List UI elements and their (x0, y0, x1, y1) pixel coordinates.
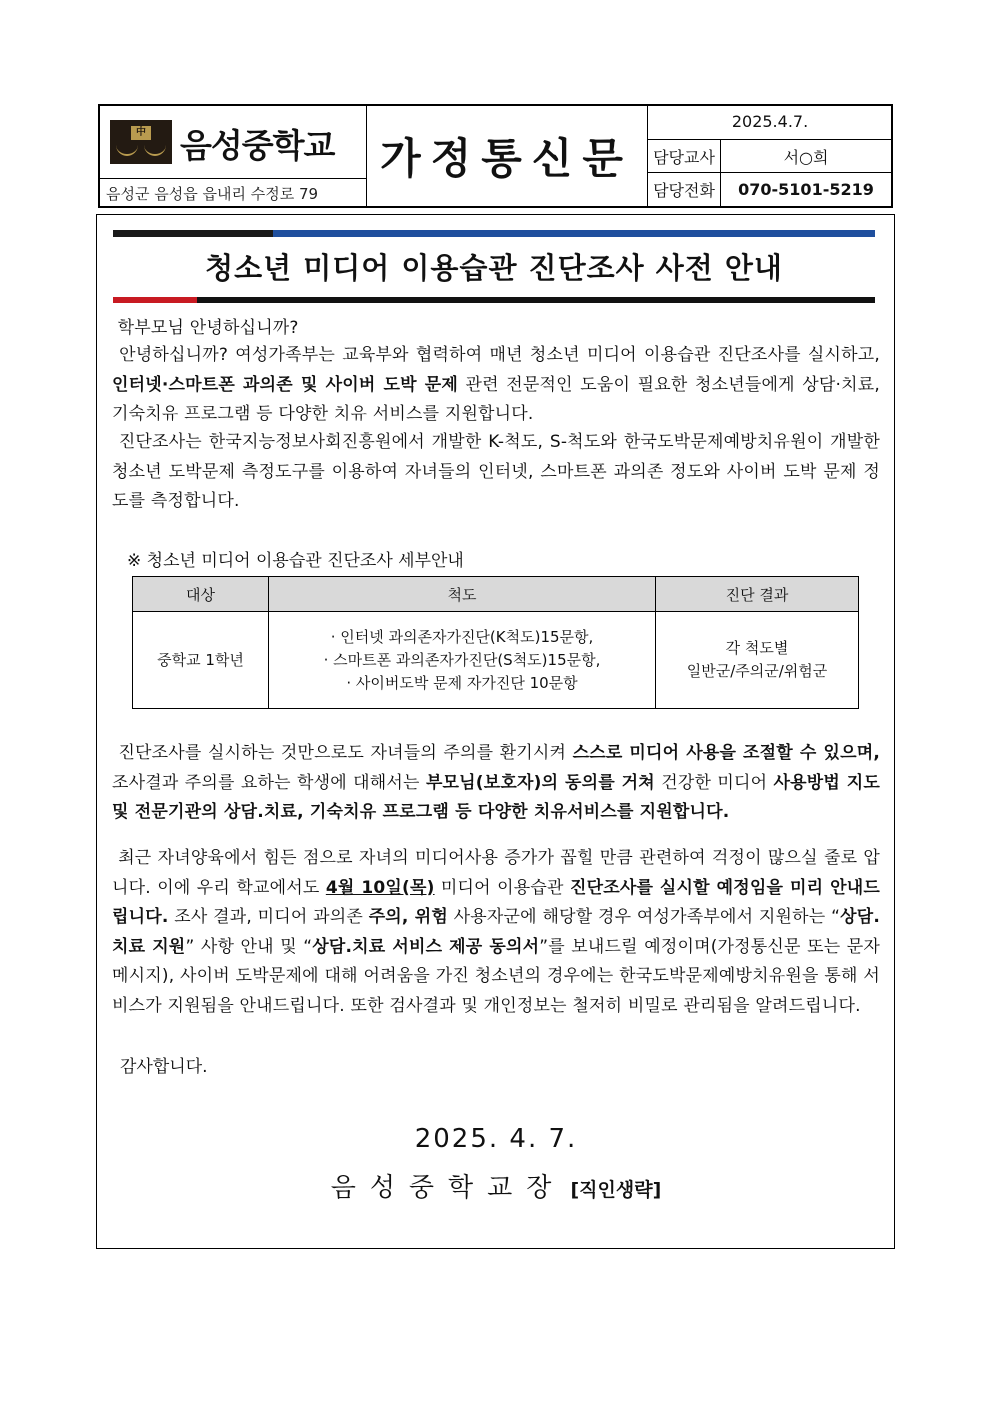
p3-text-bold-d: 부모님(보호자)의 동의를 거쳐 (425, 772, 655, 793)
seal-omitted-note: [직인생략] (570, 1179, 662, 1201)
col-header-target: 대상 (133, 577, 269, 612)
p4-text-bold-h: 상담.치료 지원 (112, 907, 880, 957)
p3-text-bold-f: 사용방법 지도 및 전문기관의 상담.치료, 기숙치유 프로그램 등 다양한 치유서비스를 지원합니다. (112, 772, 881, 822)
title-bar-bottom (113, 297, 875, 303)
title-bar-top-accent (113, 230, 273, 237)
result-line: 일반군/주의군/위험군 (686, 662, 828, 680)
p4-text-k: ”를 보내드릴 예정이며(가정통신문 또는 문자메시지), 사이버 도박문제에 대해 어려움을 가진 청소년의 경우에는 한국도박문제예방치유원을 통해 서비스가 지원됨을 안내드립니다. 또한 검사결과 및 개인정보는 철저히 비밀로 관리됨을 알려드립니다. (112, 936, 881, 1016)
title-bar-top (113, 230, 875, 237)
logo-badge: 中 (131, 126, 151, 140)
scale-line: · 인터넷 과의존자가진단(K척도)15문항, (330, 627, 594, 646)
teacher-label: 담당교사 (648, 140, 721, 172)
table-caption: ※ 청소년 미디어 이용습관 진단조사 세부안내 (127, 551, 464, 571)
school-info (100, 106, 367, 206)
survey-detail-table (132, 576, 859, 709)
principal-title: 음성중학교장 (330, 1173, 566, 1203)
p4-text-g: 사용자군에 해당할 경우 여성가족부에서 지원하는 “ (448, 907, 841, 927)
scale-line: · 사이버도박 문제 자가진단 10문항 (346, 673, 578, 692)
table-row (133, 612, 859, 709)
issue-date: 2025.4.7. (731, 112, 809, 131)
contact-info (647, 106, 892, 206)
greeting (112, 314, 880, 344)
p3-text-c: 조사결과 주의를 요하는 학생에 대해서는 (112, 772, 426, 793)
p2-text: 진단조사는 한국지능정보사회진흥원에서 개발한 K-척도, S-척도와 한국도박문제예방치유원이 개발한 청소년 도박문제 측정도구를 이용하여 자녀들의 인터넷, 스마트폰 과의존 정도와 사이버 도박 문제 정도를 측정합니다. (112, 432, 880, 511)
phone-label: 담당전화 (648, 173, 721, 206)
paragraph-effect (112, 739, 880, 828)
school-address: 음성군 음성읍 읍내리 수정로 79 (106, 185, 319, 203)
p4-text-c: 미디어 이용습관 (434, 877, 570, 898)
date-row (648, 106, 892, 140)
table-header-row (133, 577, 859, 612)
phone-row (648, 173, 892, 206)
signature-date: 2025. 4. 7. (414, 1124, 578, 1154)
cell-target: 중학교 1학년 (133, 612, 269, 709)
p4-text-bold-f: 주의, 위험 (368, 907, 449, 927)
paragraph-intro (112, 341, 880, 430)
cell-scale (269, 612, 656, 709)
p1-text-c: 관련 전문적인 도움이 필요한 청소년들에게 상담·치료, 기숙치유 프로그램 등 다양한 치유 서비스를 지원합니다. (112, 374, 881, 424)
p3-text-a: 진단조사를 실시하는 것만으로도 자녀들의 주의를 환기시켜 (118, 743, 573, 763)
signature (0, 1167, 992, 1204)
school-logo-icon (110, 120, 172, 164)
document-title: 청소년 미디어 이용습관 진단조사 사전 안내 (205, 251, 783, 285)
cell-result (656, 612, 859, 709)
phone-number: 070-5101-5219 (738, 180, 874, 199)
result-line: 각 척도별 (725, 639, 789, 657)
col-header-result: 진단 결과 (656, 577, 859, 612)
p4-text-bold-d: 진단조사를 실시할 예정임을 미리 안내드립니다. (112, 877, 880, 927)
teacher-row (648, 140, 892, 173)
teacher-name: 서○희 (783, 147, 829, 167)
logo-laurel-left (116, 144, 138, 156)
p3-text-bold-b: 스스로 미디어 사용을 조절할 수 있으며, (572, 743, 880, 763)
title-bar-bottom-accent (113, 297, 197, 303)
p1-text-a: 안녕하십니까? 여성가족부는 교육부와 협력하여 매년 청소년 미디어 이용습관 진단조사를 실시하고, (119, 345, 880, 365)
paragraph-schedule (112, 844, 880, 1021)
p4-text-bold-j: 상담.치료 서비스 제공 동의서 (312, 936, 540, 957)
survey-date: 4월 10일(목) (325, 877, 435, 898)
scale-line: · 스마트폰 과의존자가진단(S척도)15문항, (323, 650, 601, 669)
greeting-text: 학부모님 안녕하십니까? (117, 318, 299, 338)
logo-laurel-right (144, 144, 166, 156)
school-row (100, 106, 366, 179)
p4-text-e: 조사 결과, 미디어 과의존 (168, 907, 369, 927)
p4-text-i: ” 사항 안내 및 “ (185, 936, 313, 957)
newsletter-title: 가정통신문 (380, 134, 633, 183)
col-header-scale: 척도 (269, 577, 656, 612)
p4-text-a: 최근 자녀양육에서 힘든 점으로 자녀의 미디어사용 증가가 꼽힐 만큼 관련하여 걱정이 많으실 줄로 압니다. 이에 우리 학교에서도 (112, 848, 880, 898)
letter-header (98, 104, 893, 208)
school-name: 음성중학교 (180, 126, 335, 165)
p3-text-e: 건강한 미디어 (654, 772, 774, 793)
paragraph-method (112, 428, 880, 517)
closing-thanks: 감사합니다. (120, 1057, 208, 1077)
p1-text-bold: 인터넷·스마트폰 과의존 및 사이버 도박 문제 (112, 374, 459, 395)
